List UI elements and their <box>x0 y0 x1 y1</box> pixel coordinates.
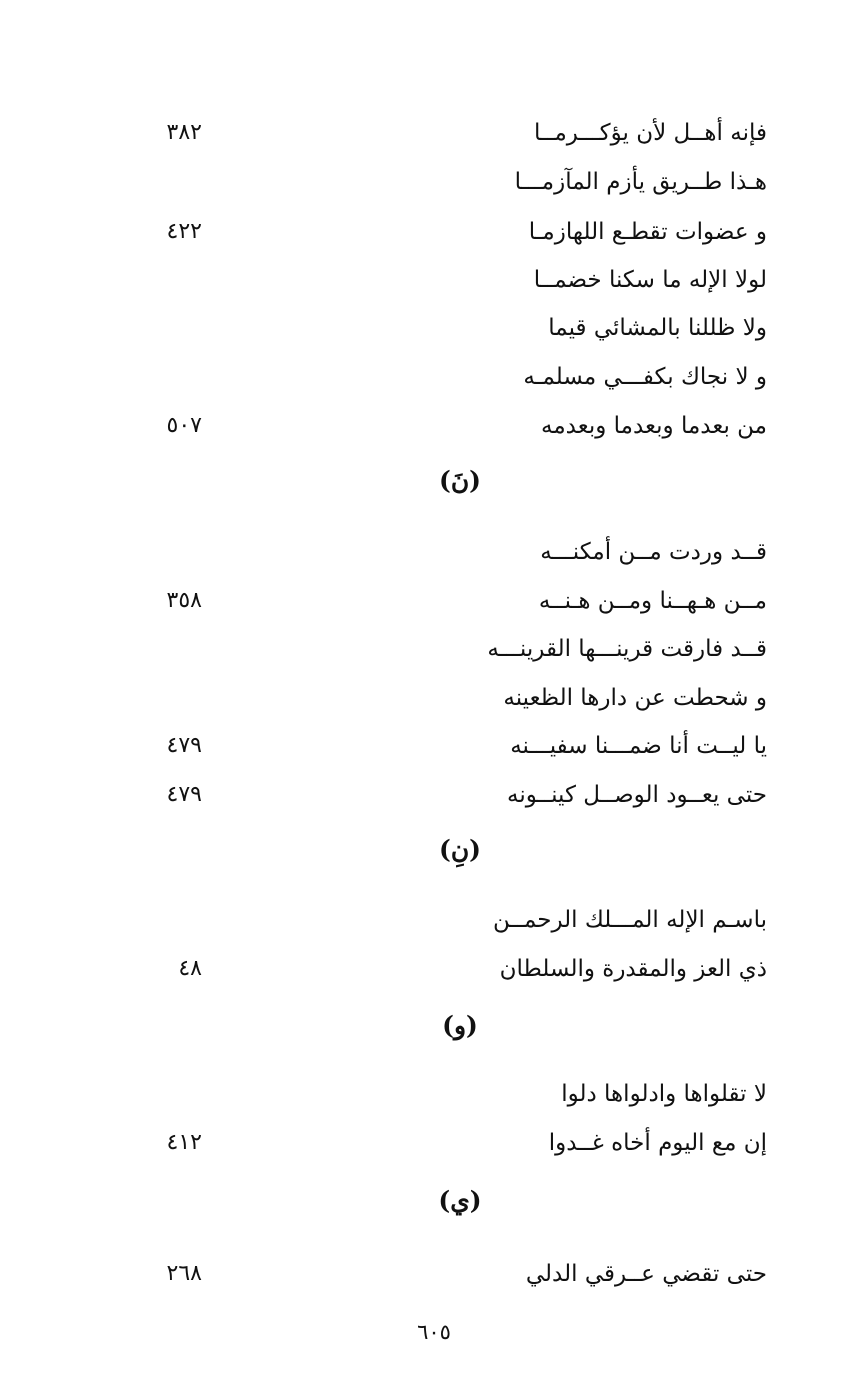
section-heading: (ي) <box>438 1186 482 1215</box>
verse-line <box>0 678 867 718</box>
verse-reference-number: ٢٦٨ <box>166 1261 202 1286</box>
verse-text: قــد فارقت قرينـــها القرينـــه <box>487 636 767 662</box>
verse-text: قــد وردت مــن أمكنـــه <box>540 539 767 565</box>
verse-text: باسـم الإله المـــلك الرحمــن <box>492 907 767 933</box>
verse-text: لولا الإله ما سكنا خضمــا <box>533 267 767 293</box>
verse-reference-number: ٤٧٩ <box>166 733 202 758</box>
verse-text: يا ليــت أنا ضمـــنا سفيـــنه <box>510 733 767 759</box>
verse-text: من بعدما وبعدما وبعدمه <box>541 413 767 439</box>
section-heading: (نِ) <box>438 835 482 864</box>
verse-line <box>0 1123 867 1163</box>
verse-text: حتى تقضي عــرقي الدلي <box>525 1261 767 1287</box>
verse-text: و لا نجاك بكفـــي مسلمـه <box>523 364 767 390</box>
verse-text: ذي العز والمقدرة والسلطان <box>499 956 767 982</box>
verse-line <box>0 949 867 989</box>
verse-line <box>0 1074 867 1114</box>
verse-line <box>0 900 867 940</box>
verse-reference-number: ٤٨ <box>178 956 202 981</box>
verse-line <box>0 1254 867 1294</box>
verse-text: حتى يعــود الوصــل كينــونه <box>507 782 767 808</box>
verse-line <box>0 726 867 766</box>
verse-text: لا تقلواها وادلواها دلوا <box>561 1081 767 1107</box>
verse-text: مــن هـهــنا ومــن هـنــه <box>538 588 767 614</box>
verse-line <box>0 532 867 572</box>
verse-reference-number: ٤٧٩ <box>166 782 202 807</box>
verse-line <box>0 357 867 397</box>
verse-line <box>0 406 867 446</box>
page-number: ٦٠٥ <box>417 1320 451 1344</box>
verse-text: إن مع اليوم أخاه غــدوا <box>548 1130 767 1156</box>
verse-line <box>0 581 867 621</box>
verse-line <box>0 260 867 300</box>
verse-reference-number: ٤٢٢ <box>166 219 202 244</box>
section-heading: (و) <box>442 1011 478 1040</box>
verse-text: ولا ظللنا بالمشائي قيما <box>548 315 767 341</box>
verse-text: و شحطت عن دارها الظعينه <box>503 685 767 711</box>
verse-line <box>0 212 867 252</box>
verse-text: فإنه أهــل لأن يؤكـــرمــا <box>533 120 767 146</box>
verse-line <box>0 162 867 202</box>
verse-line <box>0 308 867 348</box>
verse-reference-number: ٣٥٨ <box>166 588 202 613</box>
verse-line <box>0 113 867 153</box>
verse-reference-number: ٣٨٢ <box>166 120 202 145</box>
verse-reference-number: ٤١٢ <box>166 1130 202 1155</box>
verse-text: هـذا طــريق يأزم المآزمـــا <box>514 169 767 195</box>
section-heading: (نَ) <box>438 466 482 495</box>
verse-reference-number: ٥٠٧ <box>166 413 202 438</box>
verse-text: و عضوات تقطـع اللهازمـا <box>528 219 767 245</box>
verse-line <box>0 629 867 669</box>
verse-line <box>0 775 867 815</box>
